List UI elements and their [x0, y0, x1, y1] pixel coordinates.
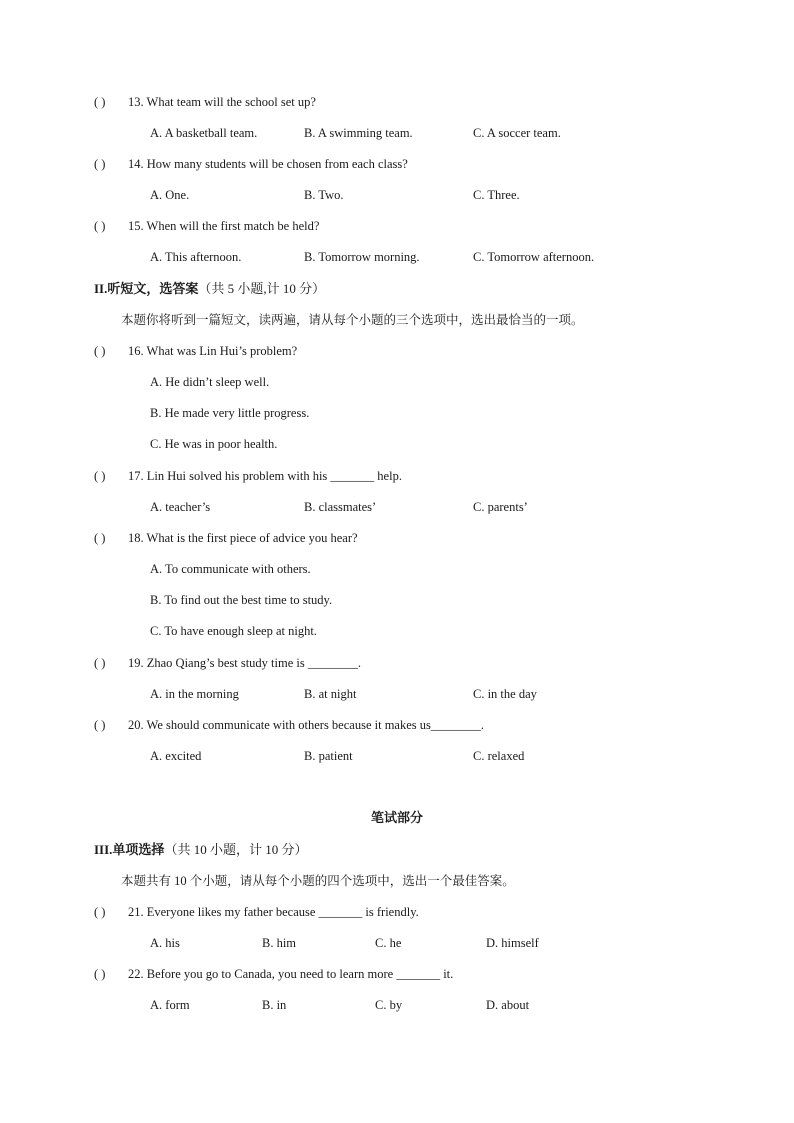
question-text: 21. Everyone likes my father because _______ is friendly. — [128, 905, 419, 919]
answer-option[interactable]: D. himself — [486, 936, 539, 950]
section-heading — [94, 281, 325, 297]
question-text: 20. We should communicate with others because it makes us________. — [128, 718, 484, 732]
answer-option[interactable]: A. his — [150, 936, 180, 950]
answer-blank[interactable]: ( ) — [94, 905, 106, 919]
answer-option[interactable]: B. patient — [304, 749, 353, 763]
answer-blank[interactable]: ( ) — [94, 531, 106, 545]
question-text: 13. What team will the school set up? — [128, 95, 316, 109]
answer-option[interactable]: B. A swimming team. — [304, 126, 413, 140]
answer-option[interactable]: A. He didn’t sleep well. — [150, 375, 270, 389]
section-instructions: 本题共有 10 个小题，请从每个小题的四个选项中，选出一个最佳答案。 — [121, 874, 515, 888]
answer-option[interactable]: B. Tomorrow morning. — [304, 250, 420, 264]
answer-option[interactable]: C. To have enough sleep at night. — [150, 624, 317, 638]
answer-option[interactable]: B. Two. — [304, 188, 344, 202]
section-title: III.单项选择 — [94, 842, 165, 857]
question-stem — [94, 343, 297, 359]
question-text: 16. What was Lin Hui’s problem? — [128, 344, 298, 358]
answer-option[interactable]: B. classmates’ — [304, 500, 377, 514]
answer-option[interactable]: A. A basketball team. — [150, 126, 258, 140]
question-text: 22. Before you go to Canada, you need to learn more _______ it. — [128, 967, 454, 981]
question-text: 14. How many students will be chosen from each class? — [128, 157, 408, 171]
answer-option[interactable]: C. relaxed — [473, 749, 525, 763]
answer-option[interactable]: B. He made very little progress. — [150, 406, 310, 420]
answer-blank[interactable]: ( ) — [94, 967, 106, 981]
question-stem — [94, 904, 419, 920]
answer-option[interactable]: C. parents’ — [473, 500, 528, 514]
question-stem — [94, 94, 316, 110]
part-title: 笔试部分 — [370, 810, 423, 825]
answer-blank[interactable]: ( ) — [94, 344, 106, 358]
answer-option[interactable]: A. teacher’s — [150, 500, 211, 514]
answer-blank[interactable]: ( ) — [94, 157, 106, 171]
question-text: 17. Lin Hui solved his problem with his _______ help. — [128, 469, 402, 483]
answer-option[interactable]: A. in the morning — [150, 687, 239, 701]
section-title: II.听短文，选答案 — [94, 281, 199, 296]
question-stem — [94, 468, 402, 484]
answer-option[interactable]: C. He was in poor health. — [150, 437, 278, 451]
answer-option[interactable]: A. form — [150, 998, 190, 1012]
answer-option[interactable]: B. him — [262, 936, 297, 950]
question-text: 19. Zhao Qiang’s best study time is ________. — [128, 656, 361, 670]
answer-blank[interactable]: ( ) — [94, 219, 106, 233]
answer-option[interactable]: A. One. — [150, 188, 190, 202]
answer-blank[interactable]: ( ) — [94, 656, 106, 670]
answer-option[interactable]: C. in the day — [473, 687, 537, 701]
question-stem — [94, 717, 484, 733]
answer-option[interactable]: B. in — [262, 998, 287, 1012]
answer-option[interactable]: A. To communicate with others. — [150, 562, 311, 576]
question-text: 18. What is the first piece of advice you hear? — [128, 531, 358, 545]
answer-blank[interactable]: ( ) — [94, 718, 106, 732]
answer-option[interactable]: A. This afternoon. — [150, 250, 242, 264]
section-note: （共 10 小题，计 10 分） — [164, 842, 308, 857]
answer-option[interactable]: C. A soccer team. — [473, 126, 561, 140]
question-stem — [94, 530, 358, 546]
question-stem — [94, 218, 319, 234]
answer-option[interactable]: C. Tomorrow afternoon. — [473, 250, 595, 264]
answer-blank[interactable]: ( ) — [94, 469, 106, 483]
answer-blank[interactable]: ( ) — [94, 95, 106, 109]
answer-option[interactable]: C. Three. — [473, 188, 520, 202]
answer-option[interactable]: C. he — [375, 936, 402, 950]
answer-option[interactable]: B. at night — [304, 687, 357, 701]
answer-option[interactable]: A. excited — [150, 749, 202, 763]
question-stem — [94, 655, 361, 671]
question-text: 15. When will the first match be held? — [128, 219, 320, 233]
section-note: （共 5 小题,计 10 分） — [198, 281, 326, 296]
answer-option[interactable]: C. by — [375, 998, 403, 1012]
section-heading — [94, 842, 307, 858]
answer-option[interactable]: B. To find out the best time to study. — [150, 593, 333, 607]
question-stem — [94, 966, 453, 982]
question-stem — [94, 156, 408, 172]
answer-option[interactable]: D. about — [486, 998, 530, 1012]
section-instructions: 本题你将听到一篇短文，读两遍，请从每个小题的三个选项中，选出最恰当的一项。 — [121, 313, 584, 327]
